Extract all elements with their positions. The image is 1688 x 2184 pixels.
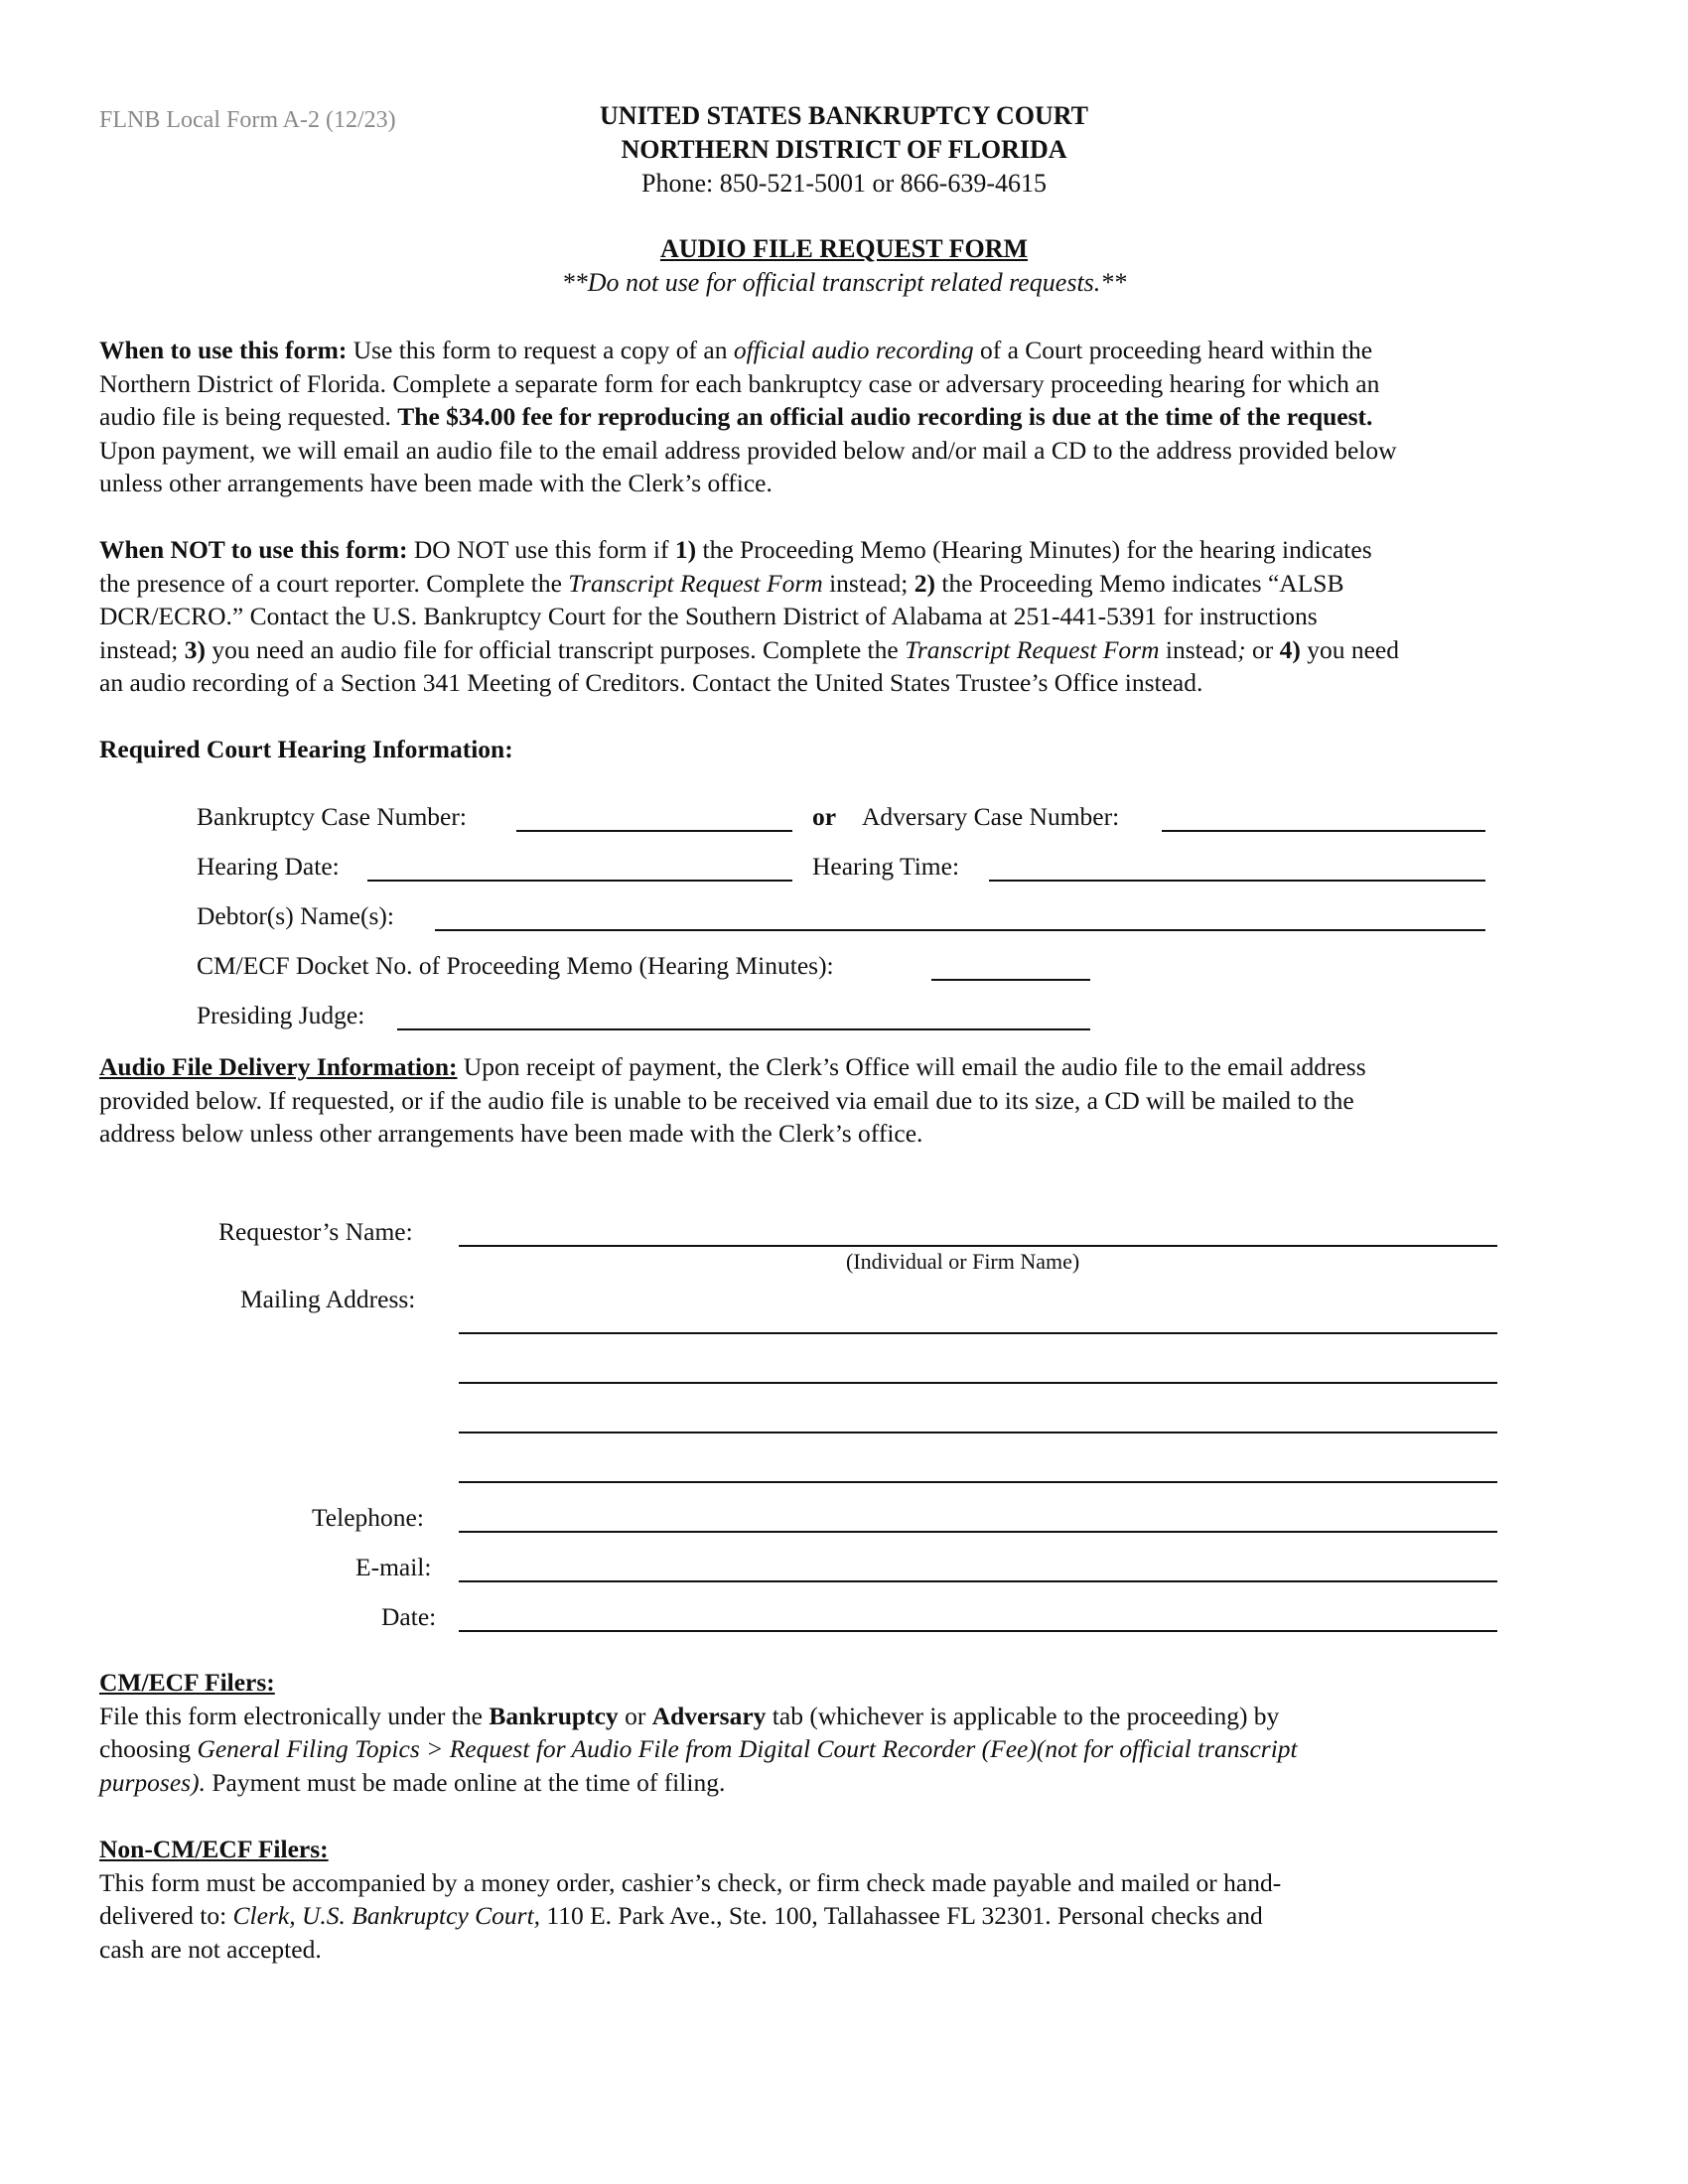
or-label: or [812,802,837,831]
hearing-info-heading: Required Court Hearing Information: [99,735,513,763]
delivery-heading: Audio File Delivery Information: [99,1052,458,1081]
mailing-address-line-1[interactable] [459,1332,1497,1334]
when-not-paragraph: When NOT to use this form: DO NOT use this form if 1) the Proceeding Memo (Hearing Minutes) for the hearing indicates the presence of a court reporter. Complete the Transcript Request Form instead; 2) the Proceeding Memo indicates “ALSB DCR/ECRO.” Contact the U.S. Bankruptcy Court for the Southern District of Alabama at 251-441-5391 for instructions instead; 3) you need an audio file for official transcript purposes. Complete the Transcript Request Form instead; or 4) you need an audio recording of a Section 341 Meeting of Creditors. Contact the United States Trustee’s Office instead. [99,535,1399,697]
date-label: Date: [381,1602,437,1631]
email-field[interactable] [459,1580,1497,1582]
noncmecf-paragraph: Non-CM/ECF Filers: This form must be accompanied by a money order, cashier’s check, or firm check made payable and mailed or hand- delivered to: Clerk, U.S. Bankruptcy Court, 110 E. Park Ave., Ste. 100, Tallahassee FL 32301. Personal checks and cash are not accepted. [99,1835,1282,1964]
mailing-address-label: Mailing Address: [240,1285,416,1313]
noncmecf-heading: Non-CM/ECF Filers: [99,1835,329,1863]
court-name: UNITED STATES BANKRUPTCY COURT [600,101,1088,130]
debtor-names-field[interactable] [435,929,1485,931]
form-title: AUDIO FILE REQUEST FORM [659,234,1029,263]
hearing-time-label: Hearing Time: [812,852,960,881]
court-phone: Phone: 850-521-5001 or 866-639-4615 [640,169,1047,198]
requestor-name-hint: (Individual or Firm Name) [846,1249,1080,1274]
mailing-address-line-3[interactable] [459,1432,1497,1433]
requestor-name-field[interactable] [459,1245,1497,1247]
presiding-judge-label: Presiding Judge: [197,1001,365,1029]
form-number: FLNB Local Form A-2 (12/23) [99,107,396,133]
docket-number-field[interactable] [931,979,1090,981]
hearing-time-field[interactable] [989,880,1485,882]
presiding-judge-field[interactable] [397,1028,1090,1030]
cmecf-heading: CM/ECF Filers: [99,1668,275,1697]
delivery-paragraph: Audio File Delivery Information: Upon receipt of payment, the Clerk’s Office will email the audio file to the email address provided below. If requested, or if the audio file is unable to be received via email due to its size, a CD will be mailed to the address below unless other arrangements have been made with the Clerk’s office. [99,1052,1366,1148]
email-label: E-mail: [355,1553,432,1581]
when-to-use-paragraph: When to use this form: Use this form to request a copy of an official audio recording of a Court proceeding heard within the Northern District of Florida. Complete a separate form for each bankruptcy case or adversary proceeding hearing for which an audio file is being requested. The $34.00 fee for reproducing an official audio recording is due at the time of the request. Upon payment, we will email an audio file to the email address provided below and/or mail a CD to the address provided below unless other arrangements have been made with the Clerk’s office. [99,336,1397,497]
hearing-date-field[interactable] [367,880,792,882]
telephone-label: Telephone: [312,1503,424,1532]
mailing-address-line-2[interactable] [459,1382,1497,1384]
adversary-case-label: Adversary Case Number: [862,802,1120,831]
bankruptcy-case-label: Bankruptcy Case Number: [197,802,467,831]
form-subtitle: **Do not use for official transcript related requests.** [561,268,1127,297]
docket-number-label: CM/ECF Docket No. of Proceeding Memo (Hearing Minutes): [197,951,834,980]
bankruptcy-case-number-field[interactable] [516,830,792,832]
when-to-use-heading: When to use this form: [99,336,348,364]
fee-notice: The $34.00 fee for reproducing an official audio recording is due at the time of the request. [397,402,1373,431]
telephone-field[interactable] [459,1531,1497,1533]
debtor-names-label: Debtor(s) Name(s): [197,901,394,930]
adversary-case-number-field[interactable] [1162,830,1485,832]
requestor-name-label: Requestor’s Name: [218,1217,413,1246]
hearing-date-label: Hearing Date: [197,852,340,881]
when-not-heading: When NOT to use this form: [99,535,408,564]
court-district: NORTHERN DISTRICT OF FLORIDA [621,135,1067,164]
date-field[interactable] [459,1630,1497,1632]
mailing-address-line-4[interactable] [459,1481,1497,1483]
cmecf-paragraph: CM/ECF Filers: File this form electronically under the Bankruptcy or Adversary tab (whichever is applicable to the proceeding) by choosing General Filing Topics > Request for Audio File from Digital Court Recorder (Fee)(not for official transcript purposes). Payment must be made online at the time of filing. [99,1668,1298,1797]
